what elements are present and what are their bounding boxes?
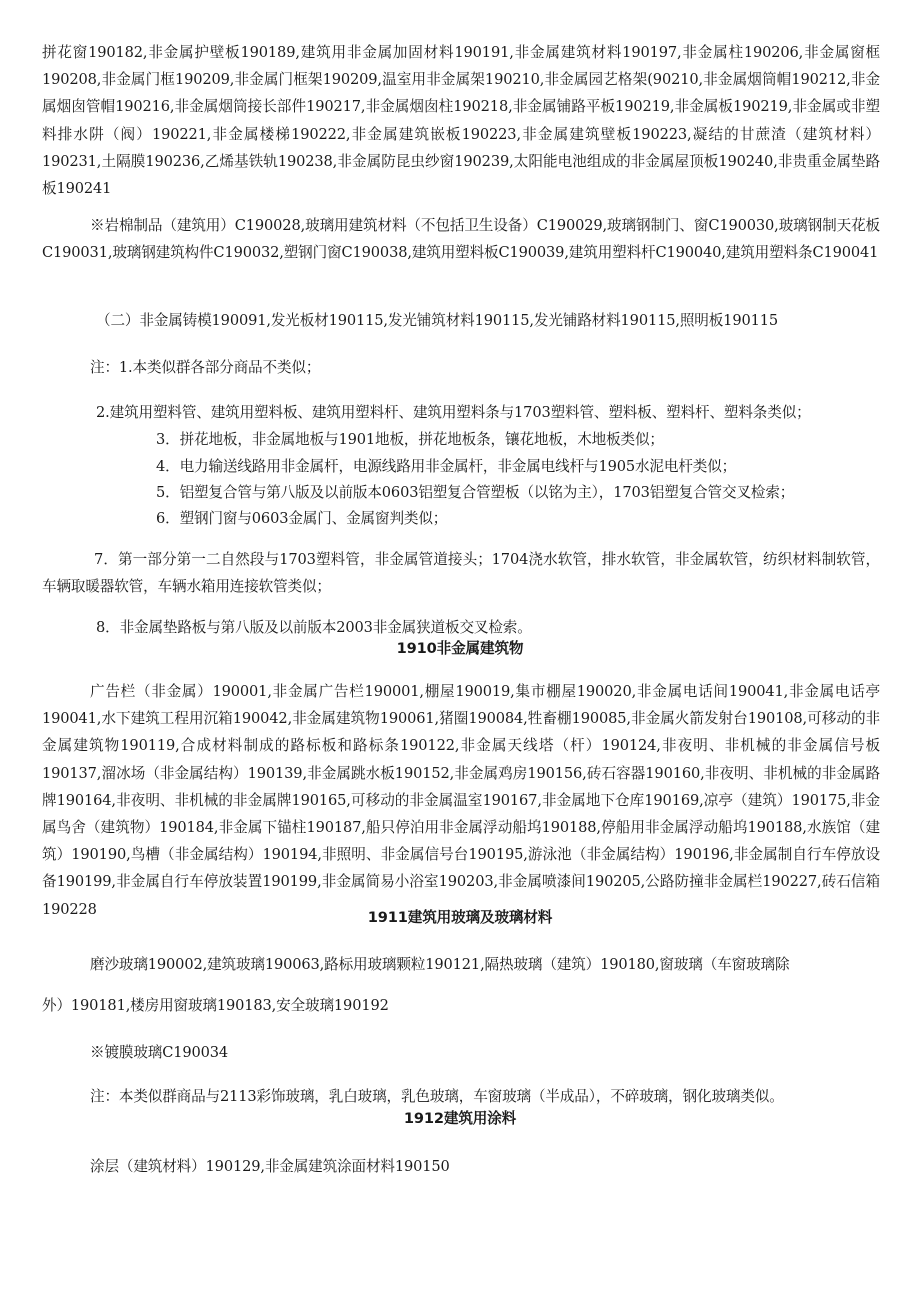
note-4: 4．电力输送线路用非金属杆，电源线路用非金属杆，非金属电线杆与1905水泥电杆类似；	[156, 458, 737, 475]
note-8: 8．非金属垫路板与第八版及以前版本2003非金属狭道板交叉检索。	[96, 619, 532, 636]
heading-1912: 1912建筑用涂料	[403, 1110, 517, 1127]
paragraph-building-materials-list: 拼花窗190182,非金属护壁板190189,建筑用非金属加固材料190191,非金属建筑材料190197,非金属柱190206,非金属窗框190208,非金属门框190209,非金属门框架190209,温室用非金属架190210,非金属园艺格架(90210,非金属烟筒帽190212,非金属烟囱管帽190216,非金属烟筒接长部件190217,非金属烟囱柱190218,非金属铺路平板190219,非金属板190219,非金属或非塑料排水阱（阀）190221,非金属楼梯190222,非金属建筑嵌板190223,非金属建筑壁板190223,凝结的甘蔗渣（建筑材料）190231,土隔膜190236,乙烯基铁轨190238,非金属防昆虫纱窗190239,太阳能电池组成的非金属屋顶板190240,非贵重金属垫路板190241	[42, 44, 880, 198]
note-6: 6．塑钢门窗与0603金属门、金属窗判类似；	[156, 510, 448, 527]
note-1911: 注：本类似群商品与2113彩饰玻璃，乳白玻璃，乳色玻璃，车窗玻璃（半成品），不碎玻璃，钢化玻璃类似。	[90, 1088, 784, 1105]
note-2: 2.建筑用塑料管、建筑用塑料板、建筑用塑料杆、建筑用塑料条与1703塑料管、塑料板、塑料杆、塑料条类似；	[96, 404, 811, 421]
paragraph-1911-items-line1: 磨沙玻璃190002,建筑玻璃190063,路标用玻璃颗粒190121,隔热玻璃（建筑）190180,窗玻璃（车窗玻璃除	[90, 956, 790, 973]
paragraph-1912-items: 涂层（建筑材料）190129,非金属建筑涂面材料190150	[90, 1158, 450, 1175]
note-1: 注：1.本类似群各部分商品不类似；	[90, 359, 321, 376]
heading-1910: 1910非金属建筑物	[396, 640, 524, 657]
paragraph-1911-items-line2: 外）190181,楼房用窗玻璃190183,安全玻璃190192	[42, 997, 389, 1014]
paragraph-1911-c-items: ※镀膜玻璃C190034	[90, 1044, 229, 1061]
note-3: 3．拼花地板，非金属地板与1901地板，拼花地板条，镶花地板，木地板类似；	[156, 431, 664, 448]
heading-1911: 1911建筑用玻璃及玻璃材料	[367, 909, 553, 926]
paragraph-c-items: ※岩棉制品（建筑用）C190028,玻璃用建筑材料（不包括卫生设备）C190029,玻璃钢制门、窗C190030,玻璃钢制天花板C190031,玻璃钢建筑构件C190032,塑钢门窗C190038,建筑用塑料板C190039,建筑用塑料杆C190040,建筑用塑料条C190041	[42, 217, 880, 262]
note-5: 5．铝塑复合管与第八版及以前版本0603铝塑复合管塑板（以铭为主），1703铝塑复合管交叉检索；	[156, 484, 795, 501]
note-7: 7．第一部分第一二自然段与1703塑料管，非金属管道接头；1704浇水软管，排水软管，非金属软管，纺织材料制软管，车辆取暖器软管，车辆水箱用连接软管类似；	[42, 551, 880, 596]
paragraph-subgroup-two: （二）非金属铸模190091,发光板材190115,发光铺筑材料190115,发光铺路材料190115,照明板190115	[96, 312, 778, 329]
paragraph-1910-items: 广告栏（非金属）190001,非金属广告栏190001,棚屋190019,集市棚屋190020,非金属电话间190041,非金属电话亭190041,水下建筑工程用沉箱190042,非金属建筑物190061,猪圈190084,牲畜棚190085,非金属火箭发射台190108,可移动的非金属建筑物190119,合成材料制成的路标板和路标条190122,非金属天线塔（杆）190124,非夜明、非机械的非金属信号板190137,溜冰场（非金属结构）190139,非金属跳水板190152,非金属鸡房190156,砖石容器190160,非夜明、非机械的非金属路牌190164,非夜明、非机械的非金属牌190165,可移动的非金属温室190167,非金属地下仓库190169,凉亭（建筑）190175,非金属鸟舍（建筑物）190184,非金属下锚柱190187,船只停泊用非金属浮动船坞190188,停船用非金属浮动船坞190188,水族馆（建筑）190190,鸟槽（非金属结构）190194,非照明、非金属信号台190195,游泳池（非金属结构）190196,非金属制自行车停放设备190199,非金属自行车停放装置190199,非金属简易小浴室190203,非金属喷漆间190205,公路防撞非金属栏190227,砖石信箱190228	[42, 683, 880, 918]
